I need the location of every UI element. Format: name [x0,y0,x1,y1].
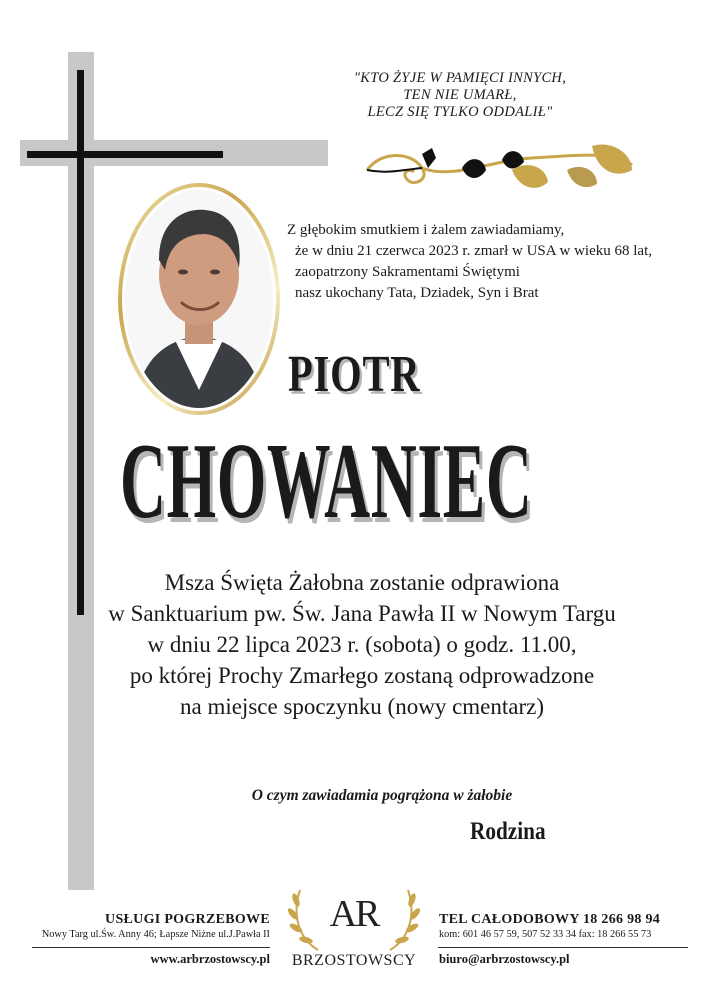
quote-line: LECZ SIĘ TYLKO ODDALIŁ" [367,104,553,120]
portrait-photo [125,190,273,408]
mass-line: w dniu 22 lipca 2023 r. (sobota) o godz. 11.00, [147,632,577,657]
footer-right [439,912,689,967]
quote-line: TEN NIE UMARŁ, [403,87,517,103]
logo-company-name: BRZOSTOWSCY [291,952,417,969]
memorial-quote [300,70,620,121]
phone-24h: TEL CAŁODOBOWY 18 266 98 94 [439,912,661,927]
website-link[interactable]: www.arbrzostowscy.pl [150,952,270,966]
announcement-line: że w dniu 21 czerwca 2023 r. zmarł w USA w wieku 68 lat, [295,243,652,259]
cross-horizontal-bar [27,151,223,158]
mass-line: Msza Święta Żałobna zostanie odprawiona [164,570,560,595]
mass-line: w Sanktuarium pw. Św. Jana Pawła II w Nowym Targu [108,601,616,626]
footer-divider-right [438,947,688,948]
mass-line: na miejsce spoczynku (nowy cmentarz) [179,694,545,719]
logo-monogram: AR [329,893,379,935]
funeral-services-address: Nowy Targ ul.Św. Anny 46; Łapsze Niżne ul.J.Pawła II [41,929,270,940]
deceased-first-name: PIOTR [288,346,421,403]
email-link[interactable]: biuro@arbrzostowscy.pl [439,952,570,966]
announcement-line: nasz ukochany Tata, Dziadek, Syn i Brat [295,285,539,301]
announcement-line: Z głębokim smutkiem i żalem zawiadamiamy, [287,222,565,238]
footer-left [20,912,270,967]
notify-line: O czym zawiadamia pogrążona w żałobie [251,787,513,804]
ivy-ornament-icon [362,140,642,210]
funeral-mass-info [0,567,704,722]
mass-line: po której Prochy Zmarłego zostaną odprowadzone [129,663,595,688]
footer-divider-left [32,947,270,948]
quote-line: "KTO ŻYJE W PAMIĘCI INNYCH, [353,70,567,86]
family-signature: Rodzina [470,818,546,845]
announcement-text [287,220,652,304]
portrait-frame [118,183,280,415]
company-logo [278,880,430,980]
phone-numbers: kom: 601 46 57 59, 507 52 33 34 fax: 18 266 55 73 [439,929,652,940]
announcement-line: zaopatrzony Sakramentami Świętymi [295,264,520,280]
funeral-services-title: USŁUGI POGRZEBOWE [105,912,270,927]
deceased-last-name: CHOWANIEC [120,422,533,541]
